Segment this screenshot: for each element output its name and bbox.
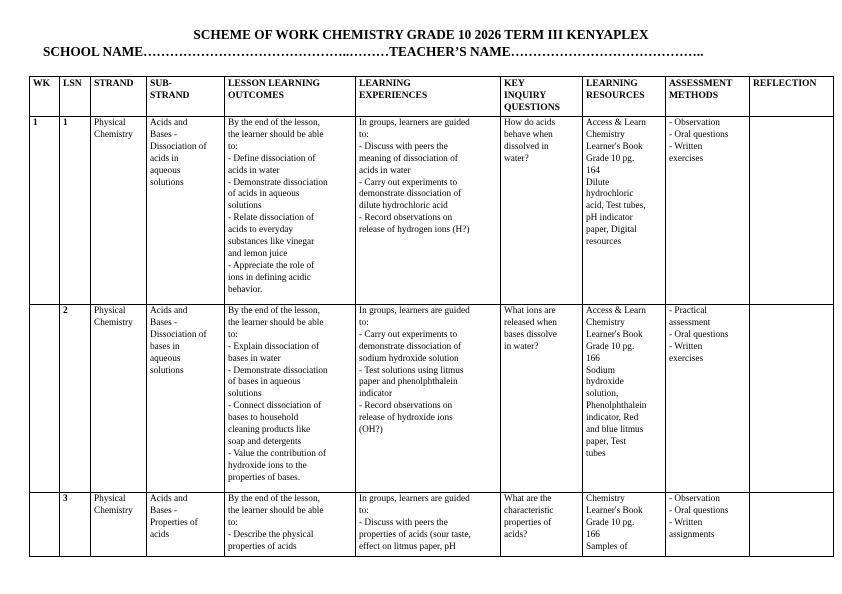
sub-strand-cell: Acids and Bases - Properties of acids: [147, 493, 225, 557]
strand-cell: Physical Chemistry: [91, 305, 147, 493]
week-cell: 1: [30, 117, 60, 305]
header-wk: WK: [30, 77, 60, 117]
week-cell: [30, 305, 60, 493]
table-row: [30, 117, 834, 305]
lesson-cell: 3: [60, 493, 91, 557]
school-teacher-line: SCHOOL NAME………………………………………..………TEACHER’S NAME……………………………………..: [43, 44, 704, 59]
header-questions: KEY INQUIRY QUESTIONS: [501, 77, 583, 117]
table-row: [30, 493, 834, 557]
strand-cell: Physical Chemistry: [91, 117, 147, 305]
experiences-cell: In groups, learners are guided to: - Discuss with peers the meaning of dissociation of acids in water - Carry out experiments to demonstrate dissociation of dilute hydrochloric acid - Record observations on release of hydrogen ions (H?): [356, 117, 501, 305]
header-assessment: ASSESSMENT METHODS: [666, 77, 750, 117]
questions-cell: How do acids behave when dissolved in water?: [501, 117, 583, 305]
header-resources: LEARNING RESOURCES: [583, 77, 666, 117]
outcomes-cell: By the end of the lesson, the learner should be able to: - Define dissociation of acids in water - Demonstrate dissociation of acids in aqueous solutions - Relate dissociation of acids to everyday substances like vinegar and lemon juice - Appreciate the role of ions in defining acidic behavior.: [225, 117, 356, 305]
questions-cell: What are the characteristic properties of acids?: [501, 493, 583, 557]
lesson-cell: 1: [60, 117, 91, 305]
header-experiences: LEARNING EXPERIENCES: [356, 77, 501, 117]
header-outcomes: LESSON LEARNING OUTCOMES: [225, 77, 356, 117]
reflection-cell: [750, 305, 834, 493]
header-strand: STRAND: [91, 77, 147, 117]
table-row: [30, 305, 834, 493]
week-cell: [30, 493, 60, 557]
experiences-cell: In groups, learners are guided to: - Discuss with peers the properties of acids (sour taste, effect on litmus paper, pH: [356, 493, 501, 557]
reflection-cell: [750, 493, 834, 557]
resources-cell: Access & Learn Chemistry Learner's Book Grade 10 pg. 166 Sodium hydroxide solution, Phenolphthalein indicator, Red and blue litmus paper, Test tubes: [583, 305, 666, 493]
sub-strand-cell: Acids and Bases - Dissociation of bases in aqueous solutions: [147, 305, 225, 493]
assessment-cell: - Observation - Oral questions - Written assignments: [666, 493, 750, 557]
strand-cell: Physical Chemistry: [91, 493, 147, 557]
outcomes-cell: By the end of the lesson, the learner should be able to: - Explain dissociation of bases in water - Demonstrate dissociation of bases in aqueous solutions - Connect dissociation of bases to household cleaning products like soap and detergents - Value the contribution of hydroxide ions to the properties of bases.: [225, 305, 356, 493]
header-reflection: REFLECTION: [750, 77, 834, 117]
reflection-cell: [750, 117, 834, 305]
resources-cell: Access & Learn Chemistry Learner's Book Grade 10 pg. 164 Dilute hydrochloric acid, Test tubes, pH indicator paper, Digital resources: [583, 117, 666, 305]
sub-strand-cell: Acids and Bases - Dissociation of acids in aqueous solutions: [147, 117, 225, 305]
resources-cell: Chemistry Learner's Book Grade 10 pg. 166 Samples of: [583, 493, 666, 557]
assessment-cell: - Observation - Oral questions - Written exercises: [666, 117, 750, 305]
experiences-cell: In groups, learners are guided to: - Carry out experiments to demonstrate dissociation of sodium hydroxide solution - Test solutions using litmus paper and phenolphthalein indicator - Record observations on release of hydroxide ions (OH?): [356, 305, 501, 493]
header-lsn: LSN: [60, 77, 91, 117]
assessment-cell: - Practical assessment - Oral questions - Written exercises: [666, 305, 750, 493]
questions-cell: What ions are released when bases dissolve in water?: [501, 305, 583, 493]
outcomes-cell: By the end of the lesson, the learner should be able to: - Describe the physical properties of acids: [225, 493, 356, 557]
header-sub-strand: SUB- STRAND: [147, 77, 225, 117]
document-title: SCHEME OF WORK CHEMISTRY GRADE 10 2026 TERM III KENYAPLEX: [193, 27, 649, 42]
header-row: [30, 77, 834, 117]
lesson-cell: 2: [60, 305, 91, 493]
scheme-of-work-table: [29, 76, 834, 557]
